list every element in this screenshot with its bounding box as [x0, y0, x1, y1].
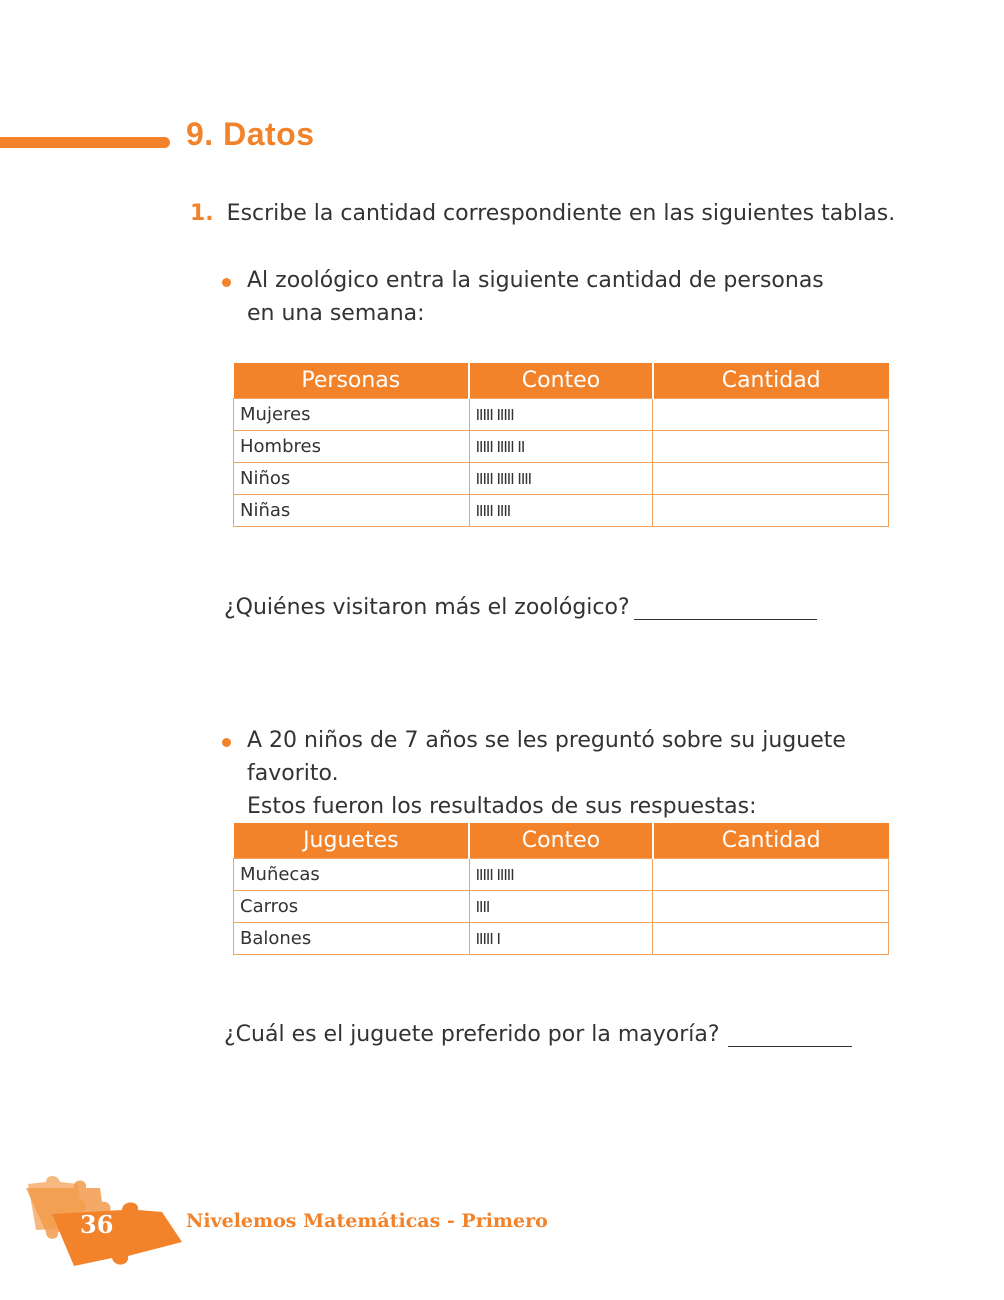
- bullet-dot-icon: [222, 278, 231, 287]
- tally-marks: IIIII IIIII: [469, 399, 653, 431]
- toys-table: [233, 823, 889, 955]
- header-juguetes: Juguetes: [234, 823, 470, 859]
- toys-question: [224, 1022, 852, 1047]
- amount-cell[interactable]: [653, 495, 889, 527]
- page-number: 36: [80, 1210, 114, 1239]
- title-accent-bar: [0, 137, 170, 148]
- toys-table-header: [234, 823, 889, 859]
- toys-intro-line2: Estos fueron los resultados de sus respuestas:: [247, 794, 757, 819]
- tally-marks: IIIII IIIII: [469, 859, 653, 891]
- zoo-intro: [222, 264, 902, 330]
- table-row: [234, 399, 889, 431]
- table-row: [234, 495, 889, 527]
- tally-marks: IIII: [469, 891, 653, 923]
- amount-cell[interactable]: [653, 399, 889, 431]
- header-cantidad: Cantidad: [653, 823, 889, 859]
- row-label: Carros: [234, 891, 470, 923]
- amount-cell[interactable]: [653, 463, 889, 495]
- table-row: [234, 923, 889, 955]
- amount-cell[interactable]: [653, 431, 889, 463]
- table-row: [234, 859, 889, 891]
- zoo-question-text: ¿Quiénes visitaron más el zoológico?: [224, 595, 630, 620]
- tally-marks: IIIII IIIII II: [469, 431, 653, 463]
- exercise-instruction: [190, 201, 895, 226]
- amount-cell[interactable]: [653, 859, 889, 891]
- toys-intro: [222, 724, 902, 823]
- header-conteo: Conteo: [469, 363, 653, 399]
- tally-marks: IIIII IIII: [469, 495, 653, 527]
- row-label: Niños: [234, 463, 470, 495]
- exercise-number: 1.: [190, 201, 214, 226]
- section-title: 9. Datos: [186, 116, 315, 152]
- header-conteo: Conteo: [469, 823, 653, 859]
- zoo-answer-blank[interactable]: [634, 595, 817, 620]
- toys-question-text: ¿Cuál es el juguete preferido por la mayoría?: [224, 1022, 720, 1047]
- zoo-question: [224, 595, 817, 620]
- tally-marks: IIIII IIIII IIII: [469, 463, 653, 495]
- amount-cell[interactable]: [653, 923, 889, 955]
- amount-cell[interactable]: [653, 891, 889, 923]
- row-label: Hombres: [234, 431, 470, 463]
- table-row: [234, 431, 889, 463]
- zoo-intro-line1: Al zoológico entra la siguiente cantidad de personas: [247, 268, 824, 293]
- bullet-dot-icon: [222, 738, 231, 747]
- zoo-table: [233, 363, 889, 527]
- row-label: Balones: [234, 923, 470, 955]
- table-row: [234, 891, 889, 923]
- header-cantidad: Cantidad: [653, 363, 889, 399]
- header-personas: Personas: [234, 363, 470, 399]
- row-label: Muñecas: [234, 859, 470, 891]
- footer-book-title: Nivelemos Matemáticas - Primero: [186, 1210, 548, 1232]
- row-label: Niñas: [234, 495, 470, 527]
- row-label: Mujeres: [234, 399, 470, 431]
- zoo-intro-line2: en una semana:: [247, 301, 425, 326]
- tally-marks: IIIII I: [469, 923, 653, 955]
- table-row: [234, 463, 889, 495]
- toys-intro-line1: A 20 niños de 7 años se les preguntó sobre su juguete favorito.: [247, 728, 846, 786]
- zoo-table-header: [234, 363, 889, 399]
- exercise-instruction-text: Escribe la cantidad correspondiente en las siguientes tablas.: [226, 201, 896, 226]
- toys-answer-blank[interactable]: [728, 1022, 852, 1047]
